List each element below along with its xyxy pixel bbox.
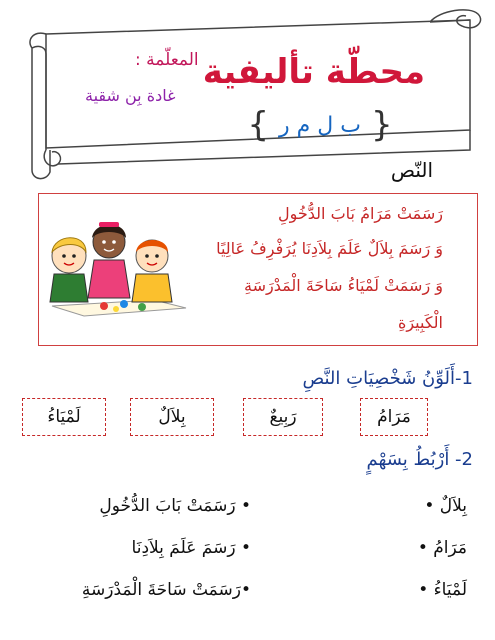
text-line-3: وَ رَسَمَتْ لَمْيَاءُ سَاحَةَ الْمَدْرَسَةِ bbox=[244, 276, 443, 295]
text-line-1: رَسَمَتْ مَرَامُ بَابَ الدُّخُولِ bbox=[278, 204, 443, 223]
children-drawing-illustration bbox=[44, 208, 194, 318]
match-sentence-2[interactable]: • رَسَمَ عَلَمَ بِلاَدِنَا bbox=[131, 538, 251, 558]
teacher-name: غادة بِن شقية bbox=[85, 86, 176, 105]
match-name-2[interactable]: مَرَامُ • bbox=[417, 538, 467, 558]
text-line-4: الْكَبِيرَةِ bbox=[397, 313, 443, 332]
name-box-bilal[interactable]: بِلاَلٌ bbox=[130, 398, 214, 436]
name-box-maram[interactable]: مَرَامُ bbox=[360, 398, 428, 436]
name-box-lamia[interactable]: لَمْيَاءُ bbox=[22, 398, 106, 436]
match-sentence-3[interactable]: •رَسَمَتْ سَاحَةَ الْمَدْرَسَةِ bbox=[81, 580, 251, 600]
left-brace-icon: { bbox=[247, 105, 270, 145]
letters-box bbox=[240, 105, 400, 145]
section-title: النّص bbox=[390, 158, 433, 182]
name-box-rabie[interactable]: رَبِيعٌ bbox=[243, 398, 323, 436]
teacher-label: المعلّمة : bbox=[135, 50, 199, 70]
letters-text: ب ل م ر bbox=[279, 112, 361, 138]
match-name-3[interactable]: لَمْيَاءُ • bbox=[418, 580, 467, 600]
page-title: محطّة تأليفية bbox=[202, 52, 425, 92]
right-brace-icon: } bbox=[370, 105, 393, 145]
text-line-2: وَ رَسَمَ بِلاَلٌ عَلَمَ بِلاَدِنَا يُرَفْرِفُ عَالِيًا bbox=[216, 239, 443, 258]
match-name-1[interactable]: بِلاَلٌ • bbox=[424, 496, 467, 516]
question-1-label: 1-أَلَوِّنُ شَخْصِيَاتِ النَّصِ bbox=[302, 368, 473, 389]
question-2-label: 2- أَرْبُطُ بِسَهْمٍ bbox=[366, 449, 473, 470]
match-sentence-1[interactable]: • رَسَمَتْ بَابَ الدُّخُولِ bbox=[99, 496, 251, 516]
